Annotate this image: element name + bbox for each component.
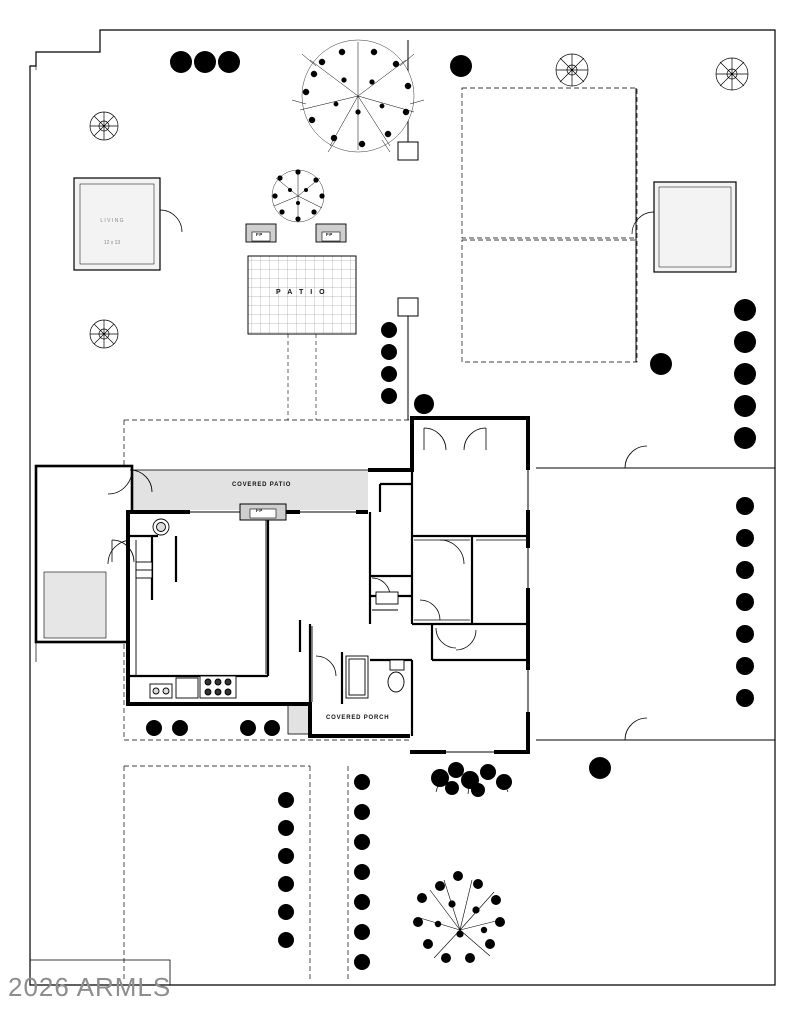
patio-walkway-lines (288, 334, 316, 420)
hedge-right-lower (736, 497, 754, 707)
tree-large-north (292, 40, 424, 152)
interior-fireplace (240, 504, 286, 520)
shrub-cluster-north-1 (556, 54, 588, 86)
label-fireplace-interior: FP (256, 508, 263, 513)
detached-pad-northwest (74, 178, 182, 270)
shrub-cluster-northwest-1 (90, 112, 118, 140)
svg-text:L I V I N G: L I V I N G (100, 218, 124, 224)
outdoor-fireplace-right (316, 224, 346, 242)
outdoor-patio (248, 256, 356, 334)
bottom-dashed-zones (124, 766, 348, 980)
garage-structure (36, 466, 132, 662)
svg-text:12 x 13: 12 x 13 (103, 240, 121, 246)
outdoor-fireplace-left (246, 224, 276, 242)
flower-bush-south-1 (431, 762, 512, 797)
label-outdoor-patio: P A T I O (276, 289, 328, 296)
hedge-bottom-right-column (354, 774, 370, 970)
shrub-cluster-northwest-2 (90, 320, 118, 348)
label-fireplace-outdoor-right: FP (326, 232, 333, 237)
gate-arcs (625, 446, 647, 740)
hedge-porch-row (146, 720, 280, 736)
hedge-bottom-left-column (278, 792, 294, 948)
watermark-armls: 2026 ARMLS (8, 972, 172, 1002)
label-fireplace-outdoor-left: FP (256, 232, 263, 237)
tree-large-south (413, 871, 505, 963)
hedge-right-upper (650, 299, 756, 449)
shrub-cluster-north-2 (716, 58, 748, 90)
label-covered-porch: COVERED PORCH (326, 715, 390, 721)
tree-medium-north (272, 169, 325, 222)
label-covered-patio: COVERED PATIO (232, 482, 292, 488)
flower-bush-south-2 (589, 757, 611, 779)
main-house-floor (130, 420, 526, 750)
detached-pad-northeast (632, 182, 736, 272)
